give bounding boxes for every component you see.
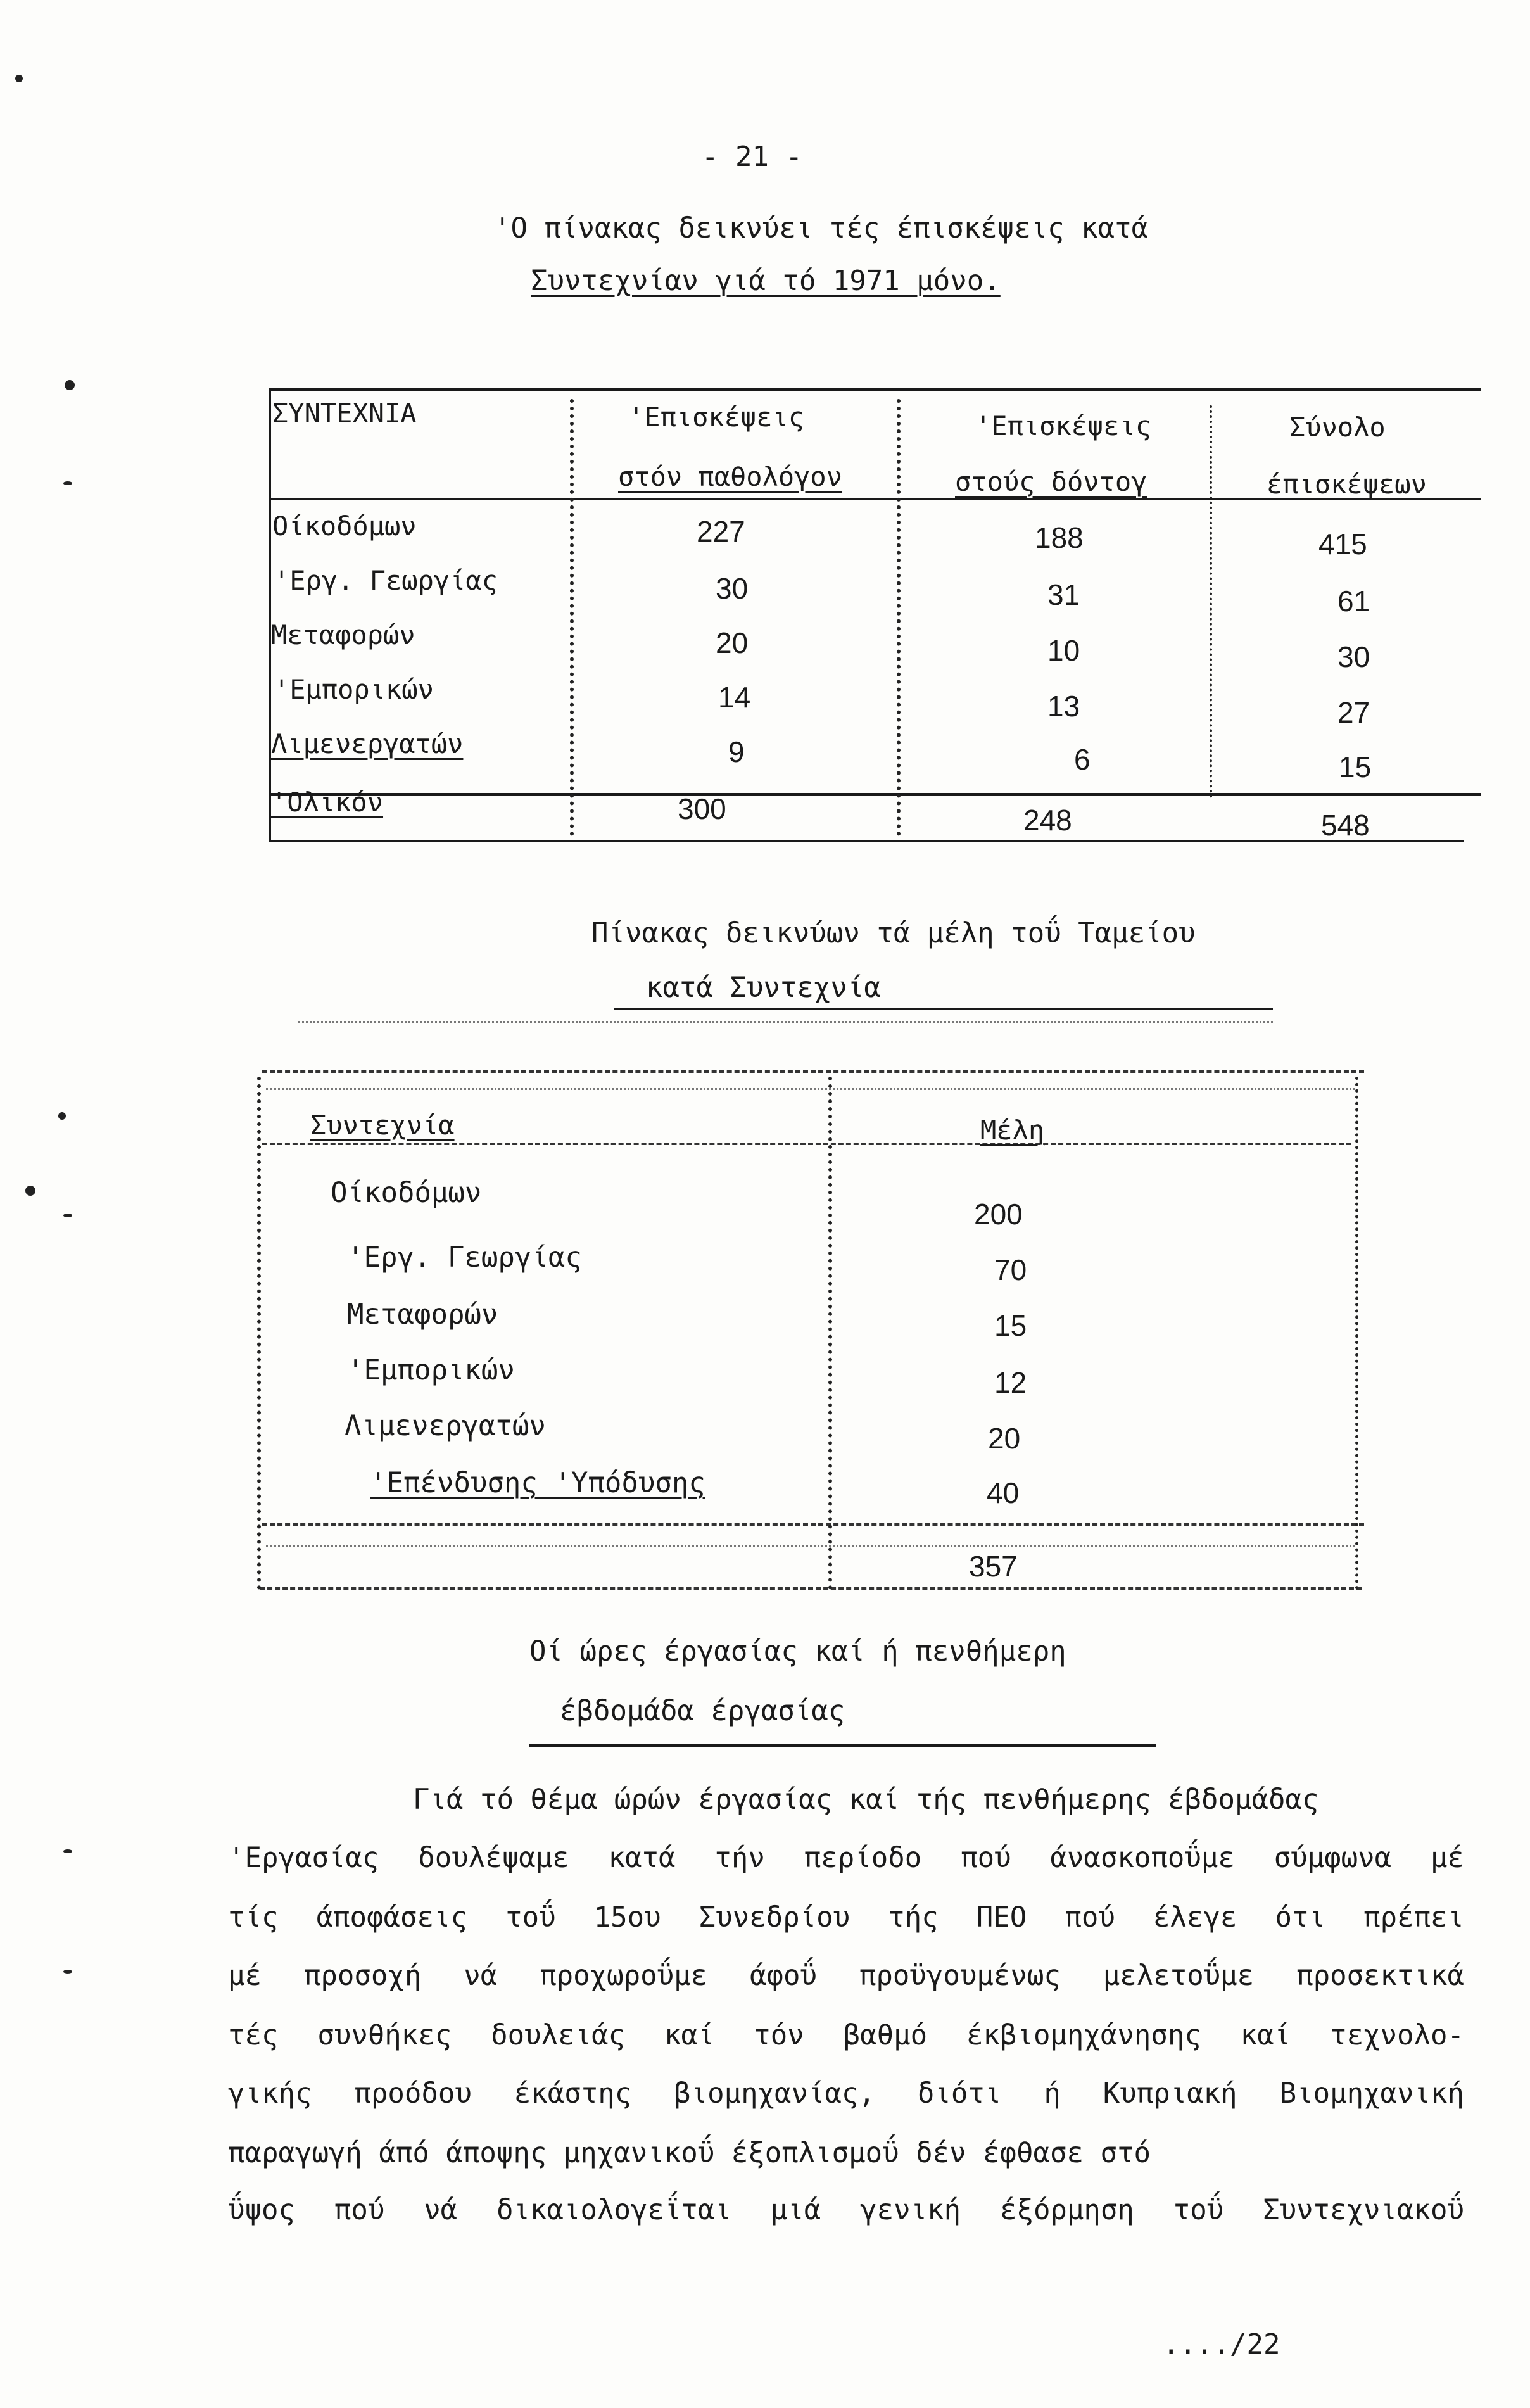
table1-total-name: 'Ολικόν [271,787,384,818]
table1-top-rule [269,388,1481,391]
scan-speck [25,1186,35,1196]
table1-row-dentist: 6 [1074,743,1091,776]
table2-row-name: 'Επένδυσης 'Υπόδυσης [370,1467,705,1499]
paragraph-line: τές συνθήκες δουλειάς καί τόν βαθμό έκβιομηχάνησης καί τεχνολο- [228,2019,1464,2051]
table1-row-name: 'Εμπορικών [274,674,434,705]
table1-header-guild: ΣΥΝΤΕΧΝΙΑ [272,398,417,429]
table2-header-members: Μέλη [980,1115,1045,1146]
intro-line-1: 'Ο πίνακας δεικνύει τές έπισκέψεις κατά [494,212,1149,244]
table2-top-dotted [266,1088,1355,1090]
table2-total: 357 [969,1550,1018,1583]
scan-speck [63,1970,72,1974]
scan-speck [58,1112,66,1120]
table2-row-name: 'Εργ. Γεωργίας [347,1241,582,1274]
table2-row-value: 200 [974,1198,1023,1231]
section-heading-2: έβδομάδα έργασίας [560,1695,845,1727]
table1-header-dentist-2: στούς δόντογ [955,466,1148,497]
table2-right-border [1355,1077,1358,1590]
table1-row-name: Λιμενεργατών [271,728,464,759]
table1-row-dentist: 10 [1047,634,1080,667]
table1-row-pathologist: 227 [697,515,745,548]
table1-row-name: Οίκοδόμων [272,510,417,542]
intro-line-2: Συντεχνίαν γιά τό 1971 μόνο. [531,265,1001,297]
section-heading: Οί ώρες έργασίας καί ή πενθήμερη [529,1635,1066,1668]
table1-bottom-rule [269,840,1464,842]
table1-row-total: 61 [1337,585,1370,618]
table2-row-name: Μεταφορών [347,1298,498,1331]
table1-header-dentist: 'Επισκέψεις [975,410,1152,441]
table1-row-total: 15 [1339,751,1372,783]
table2-bottom-rule [260,1587,1362,1590]
paragraph-line: μέ προσοχή νά προχωροΰμε άφοΰ προϋγουμένως μελετοΰμε προσεκτικά [228,1960,1464,1992]
table2-header-rule [262,1143,1351,1145]
dotted-rule [298,1021,1273,1023]
table1-total-dentist: 248 [1023,804,1072,837]
table1-left-border [269,388,271,842]
members-title-underline [614,1008,1273,1010]
members-table-subtitle: κατά Συντεχνία [646,972,881,1004]
paragraph-line: γικής προόδου έκάστης βιομηχανίας, διότι ή Κυπριακή Βιομηχανική [228,2077,1464,2110]
table2-mid-dotted [266,1545,1355,1547]
continuation-marker: ..../22 [1163,2328,1280,2360]
paragraph-line: 'Εργασίας δουλέψαμε κατά τήν περίοδο πού άνασκοποΰμε σύμφωνα μέ [228,1842,1464,1874]
table2-col-sep [828,1077,832,1590]
table2-row-name: 'Εμπορικών [347,1354,515,1386]
table2-left-border [257,1077,261,1590]
table1-row-dentist: 31 [1047,578,1080,611]
table2-row-name: Λιμενεργατών [345,1410,546,1442]
table1-row-total: 415 [1318,528,1367,561]
scan-speck [63,1849,72,1853]
table2-row-value: 20 [988,1422,1021,1455]
table1-row-pathologist: 14 [718,681,751,714]
table1-col-sep-1 [570,399,574,836]
table1-total-total: 548 [1321,809,1370,842]
table1-row-total: 30 [1337,640,1370,673]
scan-speck [63,481,72,485]
table2-header-guild: Συντεχνία [310,1110,455,1141]
table2-row-value: 40 [987,1476,1020,1509]
table1-row-total: 27 [1337,696,1370,729]
table2-row-name: Οίκοδόμων [331,1177,482,1209]
table1-col-sep-2 [897,399,901,836]
table2-top-rule [262,1070,1364,1073]
table1-header-total: Σύνολο [1289,412,1386,443]
table1-header-pathologist-2: στόν παθολόγον [618,461,843,492]
paragraph-line: τίς άποφάσεις τοΰ 15ου Συνεδρίου τής ΠΕΟ πού έλεγε ότι πρέπει [228,1901,1464,1934]
table1-row-pathologist: 9 [728,735,745,768]
scan-speck [63,1214,72,1217]
table2-row-value: 15 [994,1309,1027,1342]
paragraph-line: Γιά τό θέμα ώρών έργασίας καί τής πενθήμερης έβδομάδας [413,1784,1319,1816]
paragraph-line: παραγωγή άπό άποψης μηχανικοΰ έξοπλισμοΰ δέν έφθασε στό [228,2137,1151,2169]
scan-speck [15,75,23,82]
table1-total-pathologist: 300 [678,792,726,825]
table1-row-name: Μεταφορών [271,619,415,650]
table1-row-pathologist: 30 [716,572,749,605]
section-heading-underline [529,1744,1156,1747]
table1-header-total-2: έπισκέψεων [1267,469,1427,500]
table1-row-dentist: 188 [1035,521,1084,554]
table2-row-value: 12 [994,1366,1027,1399]
table1-header-pathologist: 'Επισκέψεις [628,402,805,433]
paragraph-line: ΰψος πού νά δικαιολογεΐται μιά γενική έξόρμηση τοΰ Συντεχνιακοΰ [228,2194,1464,2226]
table1-col-sep-3 [1210,405,1212,798]
table1-total-rule [269,793,1481,796]
table1-row-pathologist: 20 [716,626,749,659]
members-table-title: Πίνακας δεικνύων τά μέλη τοΰ Ταμείου [591,917,1196,949]
page-number: - 21 - [702,141,802,173]
table1-row-dentist: 13 [1047,690,1080,723]
table1-row-name: 'Εργ. Γεωργίας [274,565,498,596]
table2-body-rule [262,1523,1364,1526]
table2-row-value: 70 [994,1253,1027,1286]
scan-speck [65,380,75,390]
